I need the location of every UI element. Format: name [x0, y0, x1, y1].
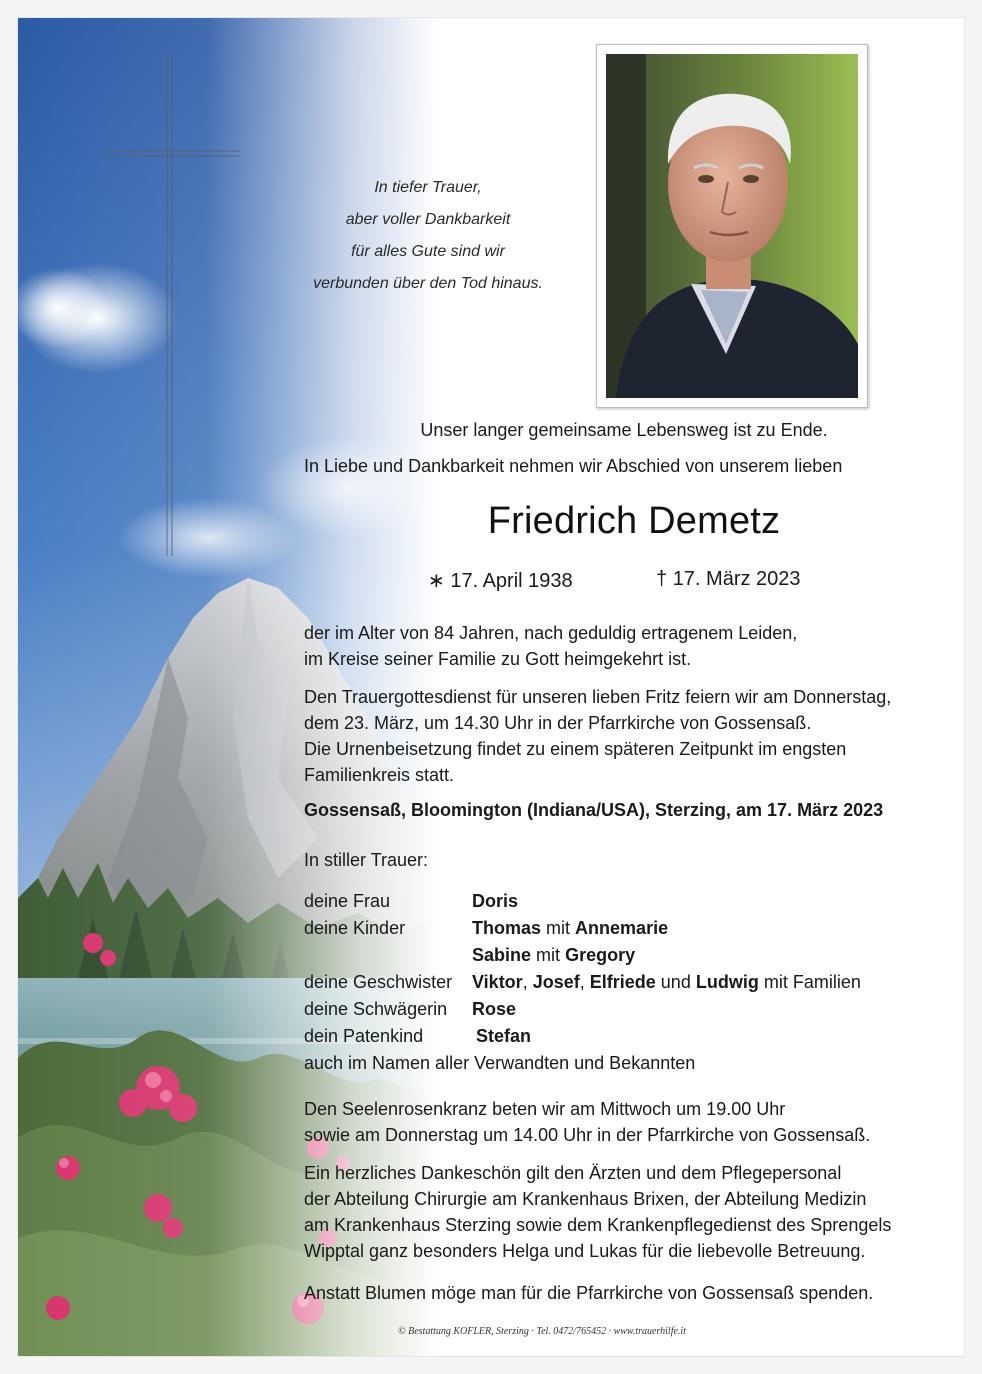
relative-label: deine Geschwister [304, 972, 453, 992]
intro-line-1: Unser langer gemeinsame Lebensweg ist zu Ende. [420, 420, 828, 440]
relative-name: Viktor [472, 972, 523, 992]
funeral-home-footer: © Bestattung KOFLER, Sterzing · Tel. 0472/765452 · www.trauerhilfe.it [398, 1326, 686, 1337]
relative-row [304, 1050, 944, 1077]
relative-name: Rose [472, 999, 517, 1019]
relative-label: deine Schwägerin [304, 999, 448, 1019]
paragraph-line: Wipptal ganz besonders Helga und Lukas für die liebevolle Betreuung. [304, 1241, 866, 1261]
relative-name: Sabine [472, 945, 532, 965]
closing-line: auch im Namen aller Verwandten und Bekannten [304, 1053, 696, 1073]
obituary-card [18, 18, 964, 1356]
donation-paragraph: Anstatt Blumen möge man für die Pfarrkirche von Gossensaß spenden. [304, 1283, 874, 1303]
thanks-paragraph [304, 1160, 944, 1264]
relative-name: Annemarie [575, 918, 669, 938]
birth-symbol: ∗ [428, 570, 445, 592]
relative-name: Doris [472, 891, 519, 911]
portrait-photo [606, 54, 858, 398]
relative-label-empty [304, 942, 472, 969]
paragraph-line: Ein herzliches Dankeschön gilt den Ärzten und dem Pflegepersonal [304, 1163, 842, 1183]
death-date [656, 568, 801, 591]
relative-name: Gregory [565, 945, 636, 965]
relative-name: Josef [532, 972, 580, 992]
relative-name: Ludwig [695, 972, 759, 992]
rosary-paragraph [304, 1096, 944, 1148]
relative-name: Thomas [472, 918, 542, 938]
paragraph-line: Die Urnenbeisetzung findet zu einem späteren Zeitpunkt im engsten [304, 739, 847, 759]
portrait-frame [596, 44, 868, 408]
relative-name: Elfriede [589, 972, 656, 992]
death-symbol: † [656, 568, 668, 590]
passing-paragraph [304, 620, 944, 672]
place-and-date: Gossensaß, Bloomington (Indiana/USA), Sterzing, am 17. März 2023 [304, 800, 884, 820]
birth-date [428, 568, 573, 593]
relative-row [304, 1023, 944, 1050]
relative-label: dein Patenkind [304, 1026, 424, 1046]
quote-line: für alles Gute sind wir [351, 243, 505, 260]
relative-row [304, 996, 944, 1023]
relative-name: Stefan [476, 1026, 532, 1046]
relative-label: deine Kinder [304, 918, 406, 938]
relative-row [304, 915, 944, 942]
relative-row: deine Geschwister Viktor , Josef , Elfriede und Ludwig mit Familien [304, 969, 944, 996]
paragraph-line: der im Alter von 84 Jahren, nach geduldig ertragenem Leiden, [304, 623, 798, 643]
quote-line: In tiefer Trauer, [374, 179, 482, 196]
paragraph-line: sowie am Donnerstag um 14.00 Uhr in der Pfarrkirche von Gossensaß. [304, 1125, 871, 1145]
relatives-list [304, 888, 944, 1077]
quote-line: verbunden über den Tod hinaus. [313, 275, 543, 292]
paragraph-line: Den Seelenrosenkranz beten wir am Mittwoch um 19.00 Uhr [304, 1099, 786, 1119]
cross-icon [104, 56, 240, 556]
memorial-quote [278, 172, 578, 300]
service-paragraph [304, 684, 944, 788]
connector-text: und [660, 972, 691, 992]
intro-line-2: In Liebe und Dankbarkeit nehmen wir Abschied von unserem lieben [304, 456, 843, 476]
paragraph-line: am Krankenhaus Sterzing sowie dem Krankenpflegedienst des Sprengels [304, 1215, 892, 1235]
paragraph-line: Familienkreis statt. [304, 765, 455, 785]
mourners-heading: In stiller Trauer: [304, 850, 429, 870]
death-date-text: 17. März 2023 [672, 568, 801, 590]
deceased-name: Friedrich Demetz [487, 500, 781, 542]
connector-text: mit [536, 945, 561, 965]
birth-date-text: 17. April 1938 [450, 570, 573, 592]
paragraph-line: im Kreise seiner Familie zu Gott heimgekehrt ist. [304, 649, 692, 669]
relative-label: deine Frau [304, 891, 391, 911]
relative-row [304, 942, 944, 969]
relative-row [304, 888, 944, 915]
paragraph-line: Den Trauergottesdienst für unseren lieben Fritz feiern wir am Donnerstag, [304, 687, 892, 707]
paragraph-line: der Abteilung Chirurgie am Krankenhaus Brixen, der Abteilung Medizin [304, 1189, 867, 1209]
quote-line: aber voller Dankbarkeit [345, 211, 511, 228]
paragraph-line: dem 23. März, um 14.30 Uhr in der Pfarrkirche von Gossensaß. [304, 713, 812, 733]
connector-text: mit Familien [763, 972, 861, 992]
connector-text: mit [546, 918, 571, 938]
